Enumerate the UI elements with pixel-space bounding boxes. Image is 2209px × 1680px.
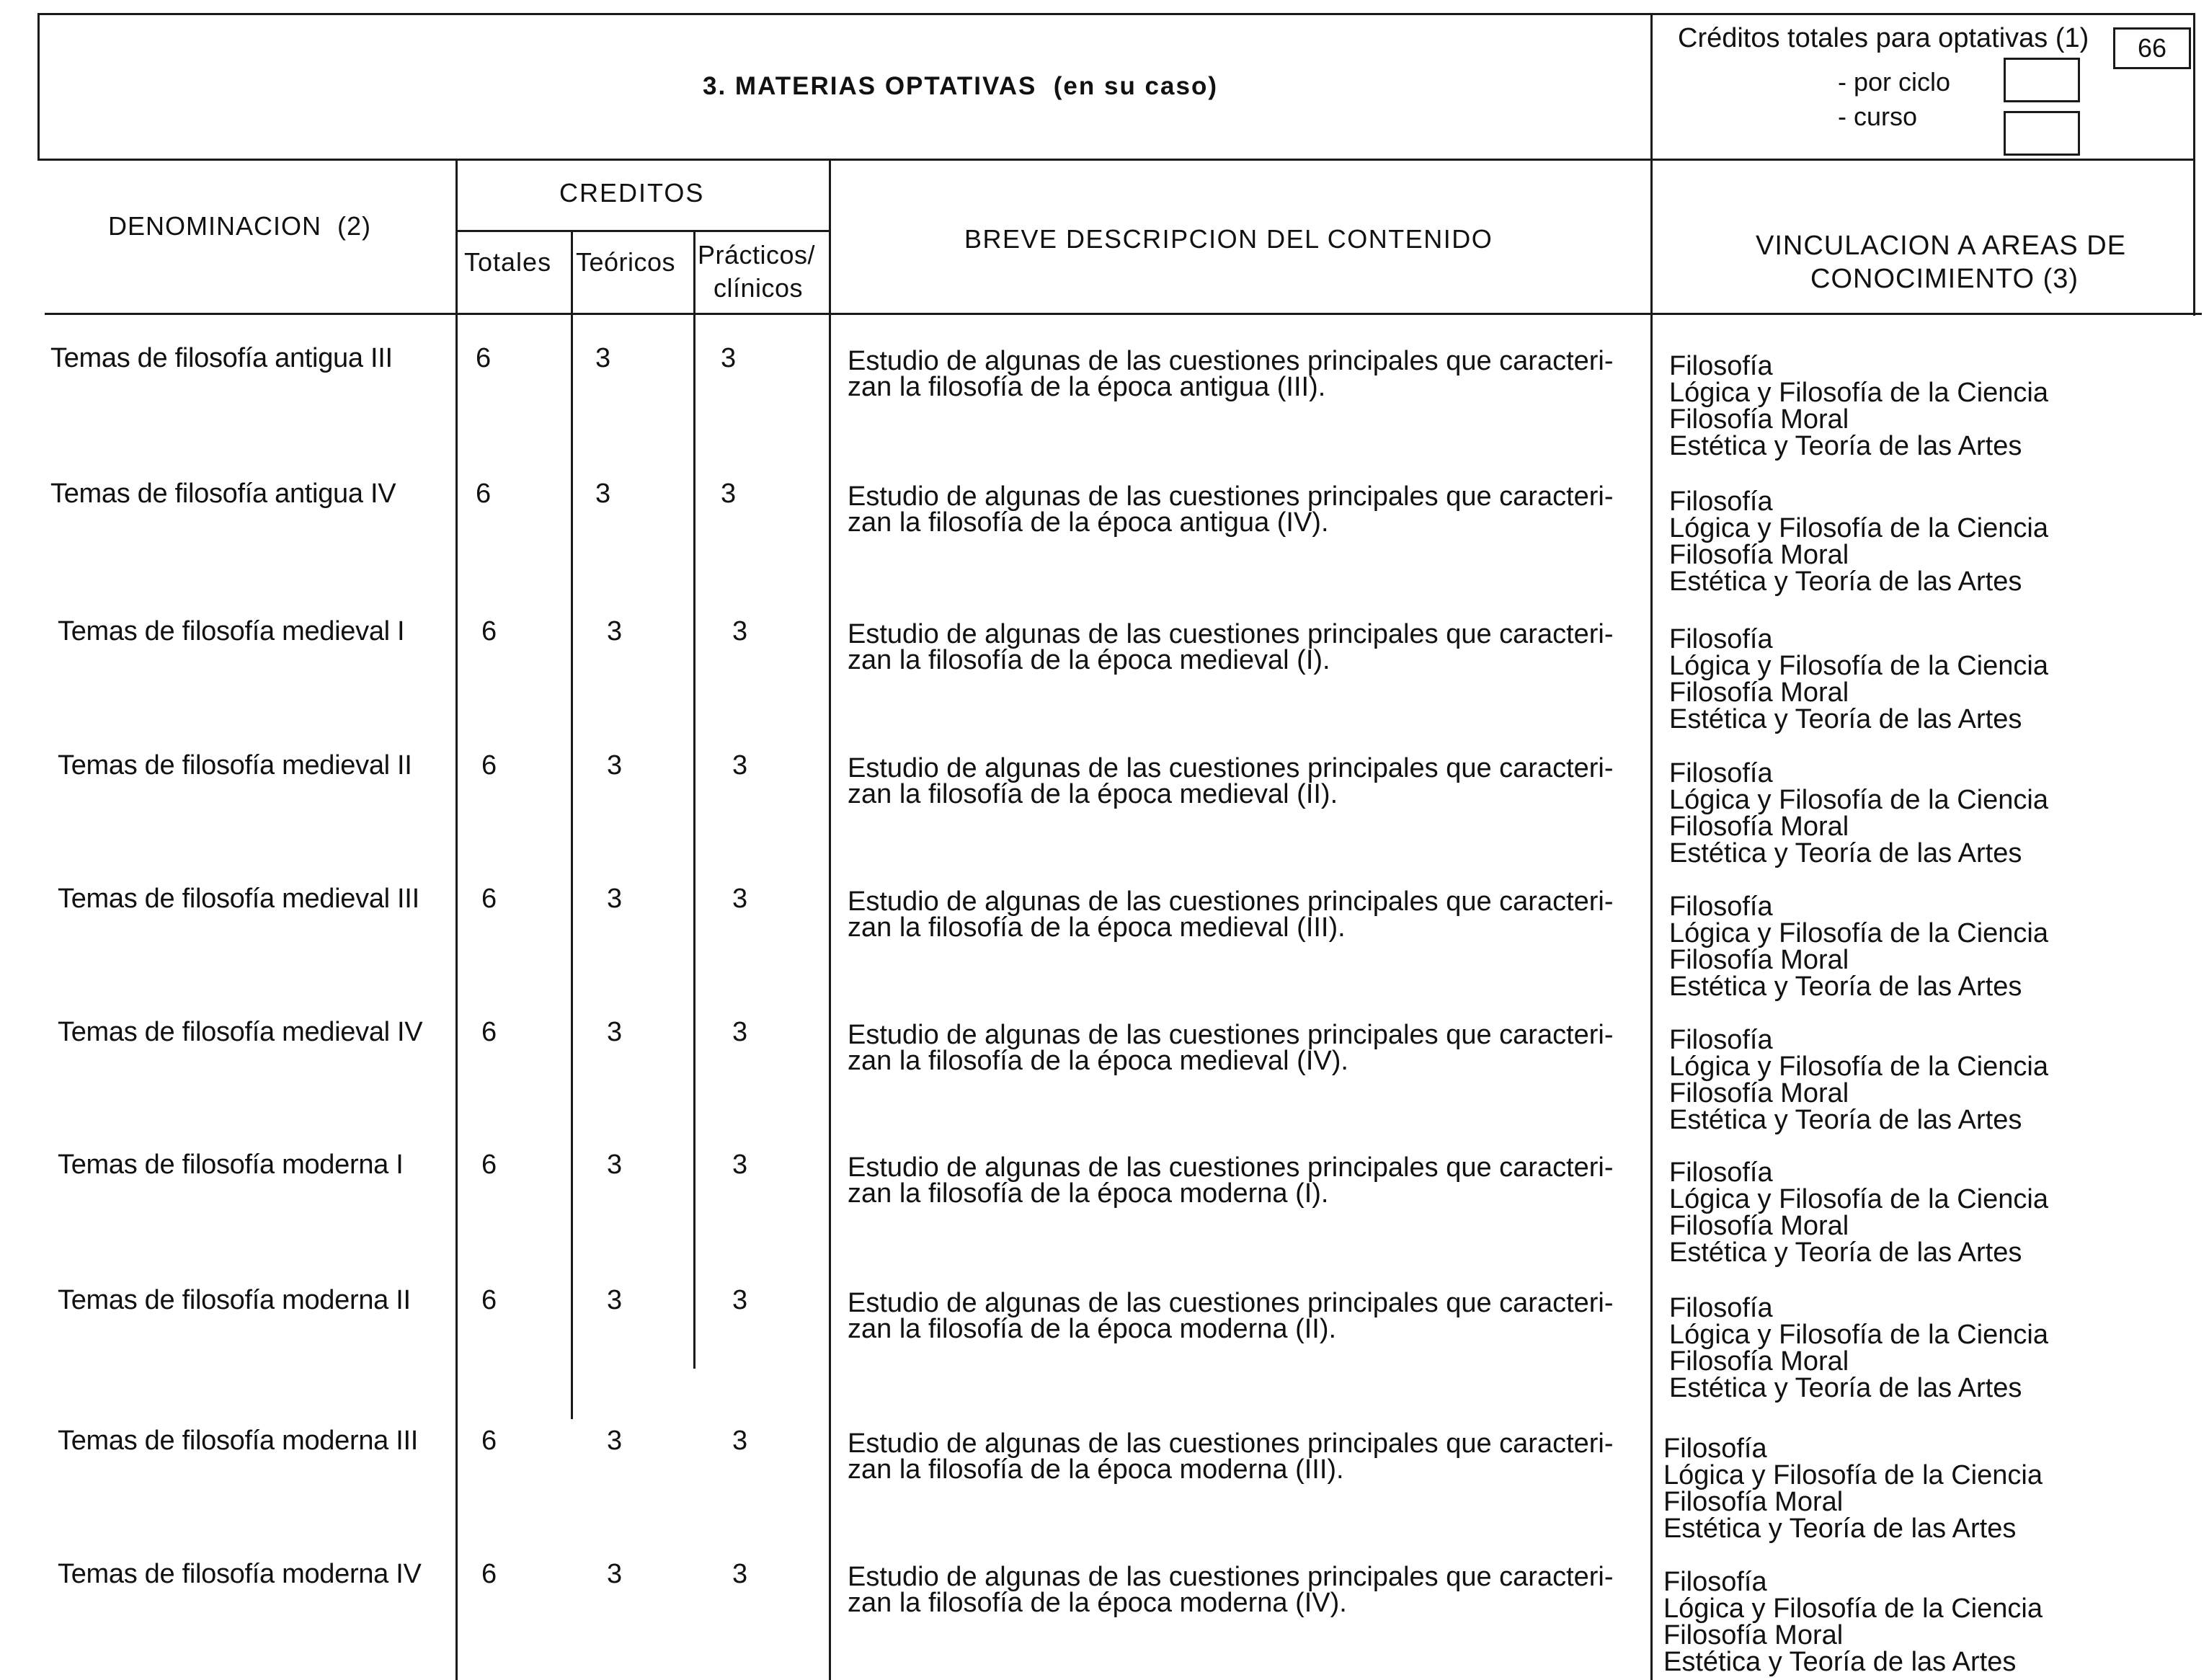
por-ciclo-label: - por ciclo: [1838, 67, 1951, 97]
row-area-item: Filosofía: [1669, 1025, 1773, 1055]
row-area-item: Estética y Teoría de las Artes: [1669, 431, 2022, 461]
col-header-creditos: CREDITOS: [559, 178, 705, 208]
row-practicos: 3: [732, 1426, 748, 1456]
row-totales: 6: [481, 1426, 497, 1456]
row-desc-line-2: zan la filosofía de la época antigua (IV).: [848, 507, 1329, 538]
row-desc-line-1: Estudio de algunas de las cuestiones principales que caracteri-: [848, 1562, 1614, 1592]
rule-right: [2193, 13, 2195, 316]
section-title: 3. MATERIAS OPTATIVAS (en su caso): [703, 72, 1218, 100]
row-desc-line-2: zan la filosofía de la época medieval (IV).: [848, 1046, 1348, 1076]
row-desc-line-2: zan la filosofía de la época antigua (III).: [848, 372, 1326, 402]
row-area-item: Filosofía: [1669, 892, 1773, 922]
row-area-item: Filosofía: [1663, 1434, 1767, 1464]
row-teoricos: 3: [607, 616, 623, 646]
row-desc-line-1: Estudio de algunas de las cuestiones principales que caracteri-: [848, 1020, 1614, 1050]
row-teoricos: 3: [607, 1150, 623, 1180]
row-desc-line-2: zan la filosofía de la época moderna (IV).: [848, 1588, 1347, 1618]
row-denominacion: Temas de filosofía medieval IV: [58, 1017, 423, 1047]
row-area-item: Filosofía Moral: [1669, 1211, 1849, 1241]
rule-after-totales: [571, 230, 573, 1419]
col-header-practicos-1: Prácticos/: [698, 240, 816, 270]
curso-box[interactable]: [2004, 111, 2080, 156]
row-teoricos: 3: [607, 1426, 623, 1456]
row-totales: 6: [481, 616, 497, 646]
col-header-teoricos: Teóricos: [576, 247, 676, 277]
row-totales: 6: [476, 479, 492, 509]
row-denominacion: Temas de filosofía moderna II: [58, 1285, 411, 1315]
row-desc-line-1: Estudio de algunas de las cuestiones principales que caracteri-: [848, 886, 1614, 917]
row-desc-line-2: zan la filosofía de la época moderna (I).: [848, 1178, 1329, 1209]
row-area-item: Filosofía Moral: [1669, 404, 1849, 435]
row-desc-line-2: zan la filosofía de la época medieval (II).: [848, 779, 1338, 809]
row-area-item: Filosofía Moral: [1669, 1078, 1849, 1108]
row-area-item: Estética y Teoría de las Artes: [1669, 704, 2022, 734]
col-header-vinculacion-1: VINCULACION A AREAS DE: [1756, 231, 2127, 261]
row-desc-line-1: Estudio de algunas de las cuestiones principales que caracteri-: [848, 619, 1614, 649]
rule-top: [37, 13, 2195, 15]
row-area-item: Filosofía: [1669, 486, 1773, 517]
row-desc-line-2: zan la filosofía de la época moderna (III).: [848, 1454, 1344, 1485]
row-totales: 6: [481, 1017, 497, 1047]
row-practicos: 3: [732, 884, 748, 914]
row-area-item: Lógica y Filosofía de la Ciencia: [1663, 1460, 2043, 1490]
row-area-item: Filosofía Moral: [1669, 677, 1849, 708]
row-desc-line-1: Estudio de algunas de las cuestiones principales que caracteri-: [848, 753, 1614, 783]
row-denominacion: Temas de filosofía medieval II: [58, 750, 412, 781]
row-denominacion: Temas de filosofía moderna IV: [58, 1559, 422, 1589]
rule-after-descripcion: [1650, 13, 1653, 1680]
row-practicos: 3: [732, 1150, 748, 1180]
rule-header-bottom: [37, 159, 2195, 161]
row-teoricos: 3: [607, 1559, 623, 1589]
row-denominacion: Temas de filosofía antigua III: [50, 343, 393, 373]
rule-after-practicos: [829, 159, 831, 1680]
col-header-totales: Totales: [464, 247, 552, 277]
row-practicos: 3: [721, 479, 737, 509]
row-area-item: Filosofía Moral: [1669, 945, 1849, 975]
row-teoricos: 3: [595, 479, 611, 509]
row-area-item: Filosofía Moral: [1669, 540, 1849, 570]
row-practicos: 3: [732, 750, 748, 781]
row-area-item: Estética y Teoría de las Artes: [1663, 1647, 2017, 1677]
col-header-vinculacion-2: CONOCIMIENTO (3): [1810, 264, 2079, 294]
col-header-descripcion: BREVE DESCRIPCION DEL CONTENIDO: [964, 224, 1493, 254]
rule-creditos-split: [455, 230, 831, 232]
row-totales: 6: [481, 1285, 497, 1315]
row-area-item: Filosofía: [1669, 758, 1773, 788]
row-denominacion: Temas de filosofía medieval III: [58, 884, 419, 914]
row-area-item: Filosofía Moral: [1669, 812, 1849, 842]
row-area-item: Estética y Teoría de las Artes: [1669, 838, 2022, 868]
row-denominacion: Temas de filosofía moderna III: [58, 1426, 419, 1456]
row-area-item: Filosofía: [1669, 624, 1773, 654]
row-area-item: Lógica y Filosofía de la Ciencia: [1669, 785, 2048, 815]
row-area-item: Lógica y Filosofía de la Ciencia: [1669, 1320, 2048, 1350]
rule-left: [37, 13, 40, 161]
row-desc-line-2: zan la filosofía de la época moderna (II).: [848, 1314, 1337, 1344]
row-teoricos: 3: [595, 343, 611, 373]
row-area-item: Estética y Teoría de las Artes: [1669, 1237, 2022, 1268]
row-practicos: 3: [732, 1285, 748, 1315]
row-practicos: 3: [721, 343, 737, 373]
row-teoricos: 3: [607, 1285, 623, 1315]
row-area-item: Filosofía Moral: [1663, 1487, 1844, 1517]
row-area-item: Lógica y Filosofía de la Ciencia: [1669, 918, 2048, 948]
row-desc-line-2: zan la filosofía de la época medieval (III).: [848, 912, 1346, 943]
curso-label: - curso: [1838, 102, 1918, 131]
credits-total-value: 66: [2137, 33, 2167, 63]
row-desc-line-1: Estudio de algunas de las cuestiones principales que caracteri-: [848, 1152, 1614, 1183]
row-desc-line-2: zan la filosofía de la época medieval (I).: [848, 645, 1330, 675]
row-practicos: 3: [732, 1017, 748, 1047]
row-area-item: Filosofía Moral: [1663, 1620, 1844, 1650]
row-area-item: Estética y Teoría de las Artes: [1669, 566, 2022, 597]
row-totales: 6: [481, 1150, 497, 1180]
row-area-item: Estética y Teoría de las Artes: [1669, 1373, 2022, 1403]
row-area-item: Lógica y Filosofía de la Ciencia: [1669, 1184, 2048, 1214]
row-desc-line-1: Estudio de algunas de las cuestiones principales que caracteri-: [848, 346, 1614, 376]
row-desc-line-1: Estudio de algunas de las cuestiones principales que caracteri-: [848, 1428, 1614, 1459]
row-desc-line-1: Estudio de algunas de las cuestiones principales que caracteri-: [848, 481, 1614, 512]
row-totales: 6: [476, 343, 492, 373]
row-area-item: Filosofía: [1669, 351, 1773, 381]
row-area-item: Filosofía: [1669, 1293, 1773, 1323]
row-denominacion: Temas de filosofía medieval I: [58, 616, 405, 646]
row-area-item: Lógica y Filosofía de la Ciencia: [1669, 1052, 2048, 1082]
col-header-denominacion: DENOMINACION (2): [108, 211, 372, 241]
credits-total-box[interactable]: [2113, 27, 2191, 69]
rule-column-header-bottom: [45, 313, 2202, 315]
row-area-item: Lógica y Filosofía de la Ciencia: [1669, 378, 2048, 408]
row-area-item: Lógica y Filosofía de la Ciencia: [1669, 651, 2048, 681]
rule-after-denominacion: [455, 159, 458, 1680]
row-area-item: Estética y Teoría de las Artes: [1663, 1514, 2017, 1544]
row-denominacion: Temas de filosofía antigua IV: [50, 479, 396, 509]
credits-total-label: Créditos totales para optativas (1): [1678, 23, 2089, 53]
row-totales: 6: [481, 884, 497, 914]
row-teoricos: 3: [607, 1017, 623, 1047]
row-area-item: Filosofía: [1669, 1157, 1773, 1188]
row-area-item: Lógica y Filosofía de la Ciencia: [1663, 1594, 2043, 1624]
row-practicos: 3: [732, 1559, 748, 1589]
row-teoricos: 3: [607, 750, 623, 781]
row-area-item: Filosofía: [1663, 1567, 1767, 1597]
rule-after-teoricos: [693, 230, 695, 1369]
row-desc-line-1: Estudio de algunas de las cuestiones principales que caracteri-: [848, 1288, 1614, 1318]
row-teoricos: 3: [607, 884, 623, 914]
row-area-item: Estética y Teoría de las Artes: [1669, 972, 2022, 1002]
row-practicos: 3: [732, 616, 748, 646]
por-ciclo-box[interactable]: [2004, 58, 2080, 102]
row-area-item: Estética y Teoría de las Artes: [1669, 1105, 2022, 1135]
row-totales: 6: [481, 1559, 497, 1589]
row-totales: 6: [481, 750, 497, 781]
row-area-item: Lógica y Filosofía de la Ciencia: [1669, 513, 2048, 543]
col-header-practicos-2: clínicos: [714, 273, 804, 303]
row-area-item: Filosofía Moral: [1669, 1346, 1849, 1377]
row-denominacion: Temas de filosofía moderna I: [58, 1150, 404, 1180]
